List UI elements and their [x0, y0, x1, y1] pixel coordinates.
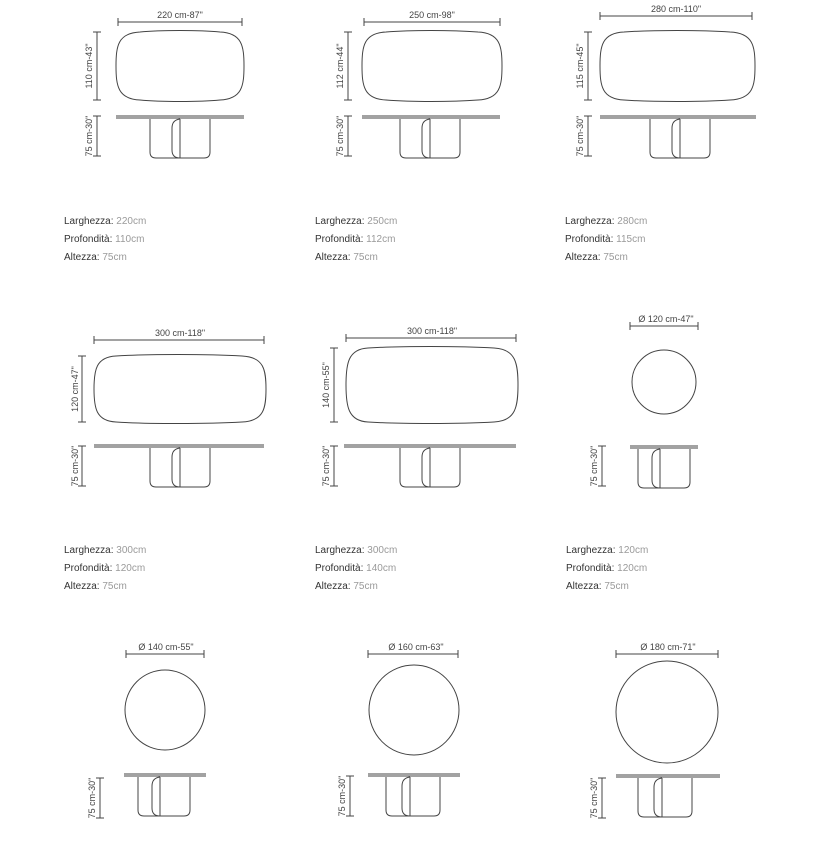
width-label: Larghezza:: [64, 545, 114, 556]
diameter-dimension-label: Ø 140 cm-55": [138, 642, 194, 652]
height-dimension-label: 75 cm-30": [70, 445, 80, 487]
table-drawing-8: [330, 638, 550, 838]
height-dimension-label: 75 cm-30": [337, 775, 347, 817]
height-dimension-label: 75 cm-30": [335, 115, 345, 157]
depth-label: Profondità:: [64, 234, 113, 245]
diameter-dimension-label: Ø 120 cm-47": [638, 314, 694, 324]
width-value: 120cm: [618, 545, 649, 556]
height-value: 75cm: [353, 581, 378, 592]
table-drawing-7: [84, 638, 284, 838]
table-card-7: [84, 638, 344, 838]
height-value: 75cm: [603, 252, 628, 263]
width-dimension-label: 300 cm-118": [154, 328, 206, 338]
width-value: 250cm: [367, 216, 398, 227]
table-drawing-6: [590, 310, 830, 500]
table-drawing-4: [68, 326, 332, 496]
height-dimension-label: 75 cm-30": [87, 777, 97, 819]
depth-label: Profondità:: [315, 563, 364, 574]
table-card-2: [315, 8, 586, 268]
table-card-8: [330, 638, 590, 838]
height-dimension-label: 75 cm-30": [84, 115, 94, 157]
height-label: Altezza:: [64, 252, 100, 263]
table-card-6: [566, 310, 836, 596]
spec-list-4: [64, 542, 146, 596]
height-value: 75cm: [102, 581, 127, 592]
table-card-9: [580, 638, 836, 838]
depth-label: Profondità:: [566, 563, 615, 574]
depth-dimension-label: 110 cm-43": [84, 43, 94, 89]
table-drawing-3: [572, 2, 836, 168]
depth-label: Profondità:: [64, 563, 113, 574]
depth-value: 120cm: [617, 563, 648, 574]
spec-list-5: [315, 542, 397, 596]
height-value: 75cm: [353, 252, 378, 263]
width-label: Larghezza:: [566, 545, 616, 556]
depth-value: 110cm: [115, 234, 145, 245]
table-card-1: [64, 8, 340, 268]
spec-list-3: [565, 213, 647, 267]
depth-label: Profondità:: [565, 234, 614, 245]
depth-value: 112cm: [366, 234, 396, 245]
spec-list-6: [566, 542, 648, 596]
table-drawing-9: [580, 638, 820, 838]
depth-dimension-label: 115 cm-45": [575, 43, 585, 89]
height-label: Altezza:: [64, 581, 100, 592]
spec-list-2: [315, 213, 397, 267]
table-card-3: [565, 2, 832, 268]
table-drawing-1: [80, 8, 340, 168]
height-dimension-label: 75 cm-30": [321, 445, 331, 487]
width-label: Larghezza:: [315, 216, 365, 227]
width-value: 280cm: [617, 216, 648, 227]
width-value: 220cm: [116, 216, 147, 227]
width-dimension-label: 250 cm-98": [409, 10, 455, 20]
diameter-dimension-label: Ø 160 cm-63": [388, 642, 444, 652]
width-value: 300cm: [367, 545, 398, 556]
depth-value: 115cm: [616, 234, 646, 245]
table-drawing-5: [318, 326, 582, 496]
depth-value: 140cm: [366, 563, 397, 574]
width-dimension-label: 220 cm-87": [157, 10, 203, 20]
height-value: 75cm: [604, 581, 629, 592]
table-drawing-2: [326, 8, 586, 168]
width-label: Larghezza:: [565, 216, 615, 227]
height-label: Altezza:: [315, 252, 351, 263]
depth-label: Profondità:: [315, 234, 364, 245]
width-label: Larghezza:: [64, 216, 114, 227]
width-value: 300cm: [116, 545, 147, 556]
height-dimension-label: 75 cm-30": [589, 777, 599, 819]
height-label: Altezza:: [565, 252, 601, 263]
depth-dimension-label: 140 cm-55": [321, 362, 331, 408]
width-dimension-label: 300 cm-118": [406, 326, 458, 336]
height-label: Altezza:: [315, 581, 351, 592]
width-dimension-label: 280 cm-110": [650, 4, 702, 14]
height-label: Altezza:: [566, 581, 602, 592]
depth-dimension-label: 112 cm-44": [335, 43, 345, 89]
table-card-5: [315, 326, 578, 596]
table-card-4: [64, 326, 328, 596]
diameter-dimension-label: Ø 180 cm-71": [640, 642, 696, 652]
height-value: 75cm: [102, 252, 127, 263]
width-label: Larghezza:: [315, 545, 365, 556]
depth-dimension-label: 120 cm-47": [70, 366, 80, 412]
depth-value: 120cm: [115, 563, 146, 574]
height-dimension-label: 75 cm-30": [589, 445, 599, 487]
spec-list-1: [64, 213, 146, 267]
height-dimension-label: 75 cm-30": [575, 115, 585, 157]
